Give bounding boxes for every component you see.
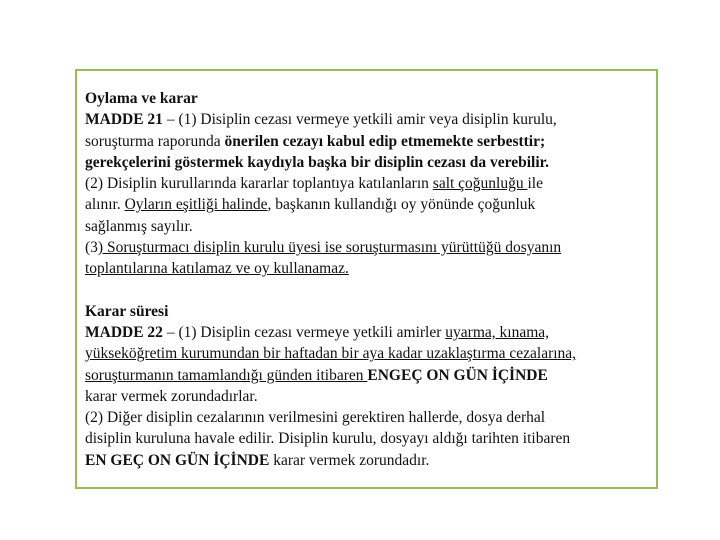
underlined-line: yükseköğretim kurumundan bir haftadan bir aya kadar uzaklaştırma cezalarına, [85,345,577,363]
underlined-text: soruşturmanın tamamlandığı günden itibaren [85,366,368,384]
text-span: (2) Disiplin kurullarında kararlar toplantıya katılanların [85,175,433,193]
text-span: (3 [85,239,98,257]
underlined-text: salt çoğunluğu [432,175,528,193]
text-line [85,173,656,194]
underlined-text: ) Soruşturmacı disiplin kurulu üyesi ise soruşturmasını yürüttüğü dosyanın [97,239,562,257]
text-line [85,237,656,258]
text-line [85,194,656,215]
text-line: sağlanmış sayılır. [85,217,193,235]
section-heading: Karar süresi [85,302,169,320]
text-span: – (1) Disiplin cezası vermeye yetkili amirler [162,323,446,341]
article-label: MADDE 21 [85,111,163,129]
section-oylama-ve-karar [85,88,656,280]
text-line [85,131,656,152]
section-heading: Oylama ve karar [85,90,198,107]
text-line [85,450,656,471]
text-span: ile [527,175,543,193]
paragraph-gap [85,280,656,301]
text-line [85,322,656,343]
article-label: MADDE 22 [85,323,163,341]
bold-text: önerilen cezayı kabul edip etmemekte serbesttir; [224,132,546,150]
underlined-text: uyarma, kınama, [445,323,550,341]
bold-text: EN GEÇ ON GÜN İÇİNDE [85,451,270,469]
text-line: karar vermek zorundadırlar. [85,387,258,405]
underlined-line: toplantılarına katılamaz ve oy kullanamaz. [85,260,349,278]
underlined-text: Oyların eşitliği halinde [124,196,268,214]
text-line: disiplin kuruluna havale edilir. Disiplin kurulu, dosyayı aldığı tarihten itibaren [85,430,571,448]
text-span: , başkanın kullandığı oy yönünde çoğunluk [267,196,536,214]
document-frame [75,69,658,489]
text-span: karar vermek zorundadır. [269,451,430,469]
text-span: soruşturma raporunda [85,132,225,150]
text-span: alınır. [85,196,125,214]
text-line [85,365,656,386]
bold-line: gerekçelerini göstermek kaydıyla başka bir disiplin cezası da verebilir. [85,153,550,171]
text-line: (2) Diğer disiplin cezalarının verilmesini gerektiren hallerde, dosya derhal [85,409,546,427]
text-line [85,109,656,130]
section-karar-suresi [85,301,656,471]
text-span: – (1) Disiplin cezası vermeye yetkili amir veya disiplin kurulu, [162,111,557,129]
bold-text: ENGEÇ ON GÜN İÇİNDE [367,366,548,384]
